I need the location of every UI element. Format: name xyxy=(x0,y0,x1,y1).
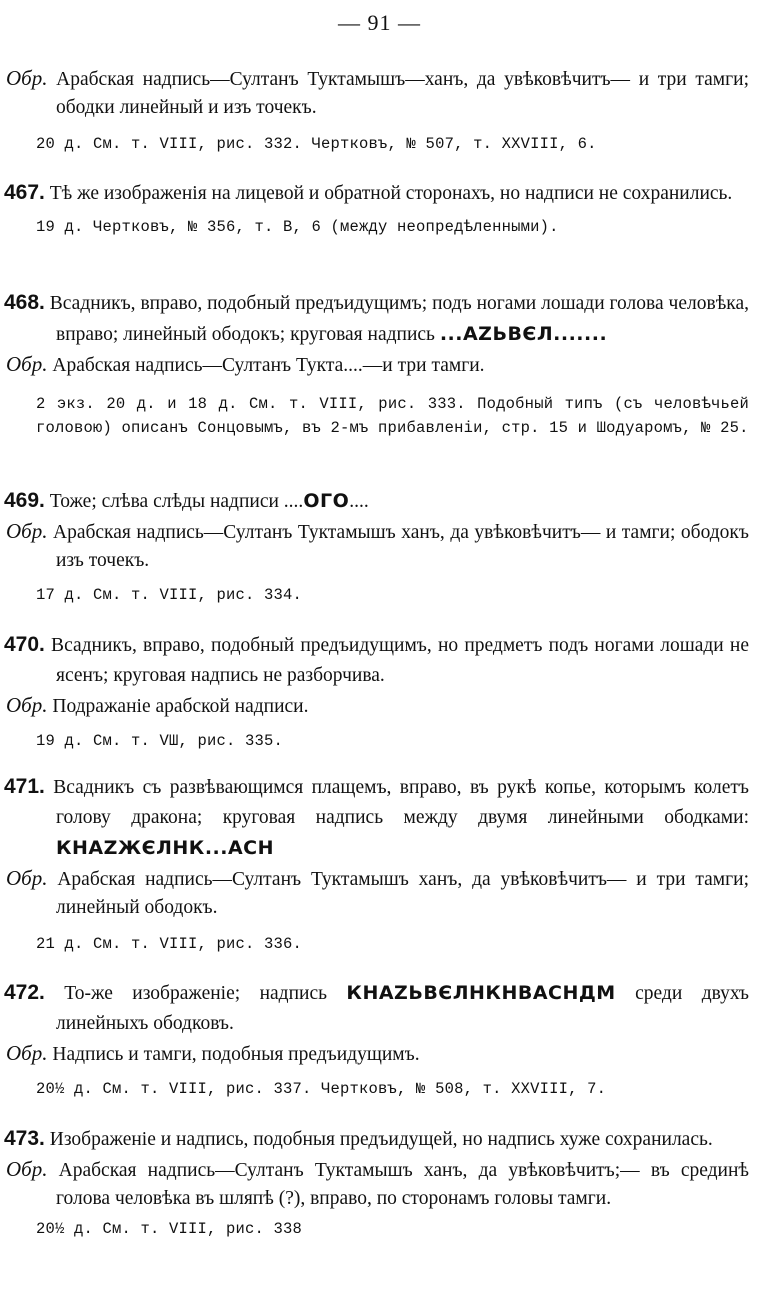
reference-note: 2 экз. 20 д. и 18 д. См. т. VIII, рис. 333. Подобный типъ (съ человѣчьей головою) описанъ Сонцовымъ, въ 2-мъ прибавленіи, стр. 15 и Шодуаромъ, № 25. xyxy=(36,395,749,437)
old-slavonic-legend: КНАZЬВЄЛНКНВАСНДМ xyxy=(346,982,616,1004)
reverse-description xyxy=(0,350,759,380)
reverse-text: Надпись и тамги, подобныя предъидущимъ. xyxy=(47,1044,420,1065)
entry-text-after: среди двухъ линейныхъ ободковъ. xyxy=(56,983,750,1034)
reverse-description xyxy=(0,517,759,575)
reference-note: 19 д. Чертковъ, № 356, т. В, 6 (между неопредѣленными). xyxy=(36,218,559,236)
reverse-description xyxy=(0,864,759,922)
reverse-description xyxy=(0,1039,759,1069)
entry-description xyxy=(0,288,759,350)
obverse-label: Обр. xyxy=(6,66,48,90)
obverse-label: Обр. xyxy=(6,1157,48,1181)
obverse-label: Обр. xyxy=(6,352,48,376)
entry-number: 467. xyxy=(4,181,45,204)
entry-468 xyxy=(0,288,759,440)
entry-description xyxy=(0,772,759,864)
reference-note: 21 д. См. т. VIII, рис. 336. xyxy=(36,935,303,953)
reverse-text: Арабская надпись—Султанъ Тукта....—и три тамги. xyxy=(47,355,485,376)
entry-continuation xyxy=(0,64,759,156)
entry-472 xyxy=(0,978,759,1101)
reverse-text: Арабская надпись—Султанъ Туктамышъ ханъ, да увѣковѣчитъ— и три тамги; линейный ободокъ. xyxy=(47,869,749,918)
entry-text: Всадникъ, вправо, подобный предъидущимъ; подъ ногами лошади голова человѣка, вправо; линейный ободокъ; круговая надпись xyxy=(44,293,749,345)
old-slavonic-legend: КНАZЖЄЛНК...АСН xyxy=(56,837,275,859)
old-slavonic-legend: ...АZЬВЄЛ....... xyxy=(439,323,608,345)
entry-number: 472. xyxy=(4,981,45,1004)
reference-note: 20½ д. См. т. VIII, рис. 338 xyxy=(36,1220,303,1238)
reverse-text: Подражаніе арабской надписи. xyxy=(47,696,309,717)
entry-description xyxy=(0,1124,759,1155)
reverse-description xyxy=(0,1155,759,1213)
page-number: — 91 — xyxy=(338,10,421,35)
obverse-label: Обр. xyxy=(6,693,48,717)
reverse-description xyxy=(0,691,759,721)
obverse-label: Обр. xyxy=(6,1041,48,1065)
entry-text: Изображеніе и надпись, подобныя предъидущей, но надпись хуже сохранилась. xyxy=(44,1129,713,1150)
entry-number: 471. xyxy=(4,775,45,798)
reference-note: 17 д. См. т. VIII, рис. 334. xyxy=(36,586,303,604)
entry-text-after: .... xyxy=(349,491,369,512)
reference-note: 19 д. См. т. VШ, рис. 335. xyxy=(36,732,284,750)
reverse-description xyxy=(0,64,759,122)
reverse-text: Арабская надпись—Султанъ Туктамышъ ханъ, да увѣковѣчитъ;— въ срединѣ голова человѣка въ шляпѣ (?), вправо, по сторонамъ головы тамги. xyxy=(47,1160,749,1209)
reverse-text: Арабская надпись—Султанъ Туктамышъ ханъ, да увѣковѣчитъ— и тамги; ободокъ изъ точекъ. xyxy=(47,522,749,571)
entry-467 xyxy=(0,178,759,239)
entry-text: Всадникъ, вправо, подобный предъидущимъ, но предметъ подъ ногами лошади не ясенъ; круговая надпись не разборчива. xyxy=(44,635,749,686)
entry-description xyxy=(0,978,759,1039)
entry-number: 469. xyxy=(4,489,45,512)
reference-note: 20½ д. См. т. VIII, рис. 337. Чертковъ, № 508, т. XXVIII, 7. xyxy=(36,1080,607,1098)
entry-473 xyxy=(0,1124,759,1241)
entry-text: То-же изображеніе; надпись xyxy=(44,983,347,1004)
obverse-label: Обр. xyxy=(6,519,48,543)
entry-text: Тоже; слѣва слѣды надписи .... xyxy=(44,491,304,512)
entry-text: Всадникъ съ развѣвающимся плащемъ, вправо, въ рукѣ копье, которымъ колетъ голову дракона; круговая надпись между двумя линейными ободками: xyxy=(44,777,749,828)
entry-text: Тѣ же изображенія на лицевой и обратной сторонахъ, но надписи не сохранились. xyxy=(44,183,733,204)
entry-number: 470. xyxy=(4,633,45,656)
obverse-label: Обр. xyxy=(6,866,48,890)
reverse-text: Арабская надпись—Султанъ Туктамышъ—ханъ, да увѣковѣчитъ— и три тамги; ободки линейный и изъ точекъ. xyxy=(47,69,749,118)
old-slavonic-legend: ОГО xyxy=(303,490,350,512)
entry-471 xyxy=(0,772,759,956)
entry-number: 468. xyxy=(4,291,45,314)
entry-469 xyxy=(0,486,759,607)
entry-description xyxy=(0,178,759,209)
entry-470 xyxy=(0,630,759,753)
entry-description xyxy=(0,486,759,517)
reference-note: 20 д. См. т. VIII, рис. 332. Чертковъ, № 507, т. XXVIII, 6. xyxy=(36,135,597,153)
entry-description xyxy=(0,630,759,691)
entry-number: 473. xyxy=(4,1127,45,1150)
